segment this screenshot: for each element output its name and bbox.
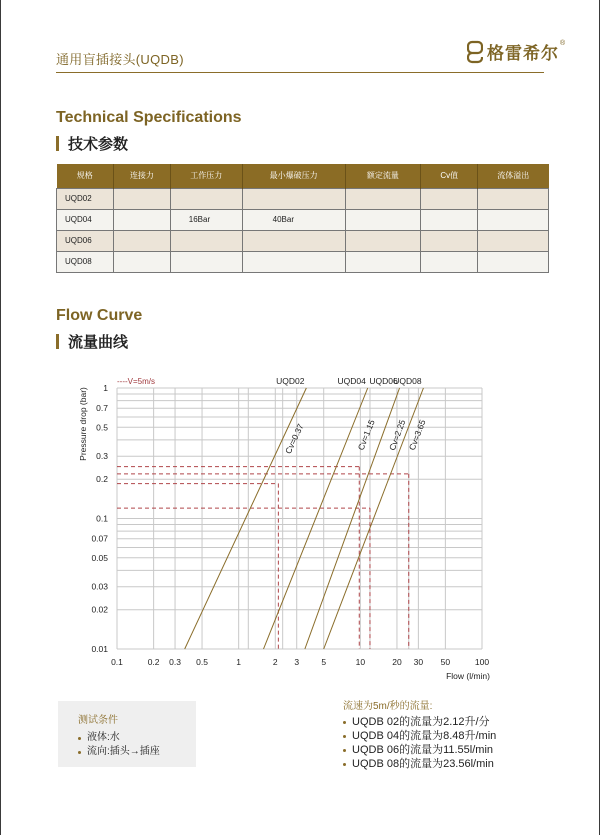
x-tick-label: 1: [236, 657, 242, 667]
y-tick-label: 0.3: [96, 451, 108, 462]
logo-chain-icon: [467, 40, 483, 64]
col-header: Cv值: [421, 164, 478, 188]
table-row: [57, 251, 549, 272]
y-tick-label: 0.5: [96, 422, 108, 433]
cell: [421, 209, 478, 230]
x-tick-label: 10: [355, 657, 366, 667]
registered-mark: ®: [560, 40, 566, 47]
series-label: UQD02: [276, 376, 305, 386]
flow-rate-text: UQDB 02的流量为2.12升/分: [352, 716, 490, 728]
cell: [345, 251, 421, 272]
flow-rate-text: UQDB 04的流量为8.48升/min: [352, 730, 497, 742]
cell-burst-pressure: 40Bar: [242, 209, 345, 230]
flow-rate-notes: [343, 697, 496, 771]
cell: [242, 251, 345, 272]
cell: [478, 230, 549, 251]
y-tick-label: 1: [103, 383, 108, 393]
y-tick-label: 0.7: [96, 403, 108, 414]
bullet-icon: [343, 721, 346, 724]
cv-label: Cv=0.37: [283, 422, 306, 456]
x-tick-label: 100: [474, 657, 490, 667]
col-header: 工作压力: [170, 164, 242, 188]
cell-model: UQD04: [57, 209, 114, 230]
x-axis-label: Flow (l/min): [446, 671, 490, 681]
logo-text: 格雷希尔: [487, 44, 559, 63]
x-tick-label: 3: [294, 657, 300, 667]
specs-title-en: Technical Specifications: [56, 109, 242, 126]
specs-title-cn: [56, 133, 128, 154]
cell: [170, 230, 242, 251]
list-item: [343, 729, 496, 743]
cell: [345, 230, 421, 251]
y-tick-label: 0.1: [96, 513, 108, 524]
flow-rate-text: UQDB 08的流量为23.56l/min: [352, 758, 494, 770]
velocity-legend: ----V=5m/s: [117, 377, 155, 386]
y-tick-label: 0.07: [91, 533, 108, 544]
cv-label: Cv=2.25: [387, 418, 408, 452]
condition-text: 流向:插头→插座: [87, 746, 160, 757]
test-conditions-title: 测试条件: [78, 715, 118, 726]
y-tick-label: 0.02: [91, 604, 108, 615]
list-item: [343, 715, 496, 729]
bullet-icon: [343, 763, 346, 766]
bullet-icon: [343, 749, 346, 752]
flow-rate-text: UQDB 06的流量为11.55l/min: [352, 744, 494, 756]
list-item: [78, 731, 196, 745]
x-tick-label: 0.1: [111, 657, 123, 667]
bullet-icon: [78, 751, 81, 754]
cell: [421, 188, 478, 209]
table-row: [57, 209, 549, 230]
cell: [478, 188, 549, 209]
bullet-icon: [343, 735, 346, 738]
cv-label: Cv=1.15: [355, 418, 377, 452]
y-tick-label: 0.03: [91, 581, 108, 592]
x-tick-label: 0.2: [147, 657, 160, 667]
x-tick-label: 0.5: [196, 657, 208, 667]
spec-table-header: [57, 164, 549, 188]
section-marker: [56, 136, 59, 151]
series-label: UQD06: [369, 376, 398, 386]
col-header: 流体溢出: [478, 164, 549, 188]
section-marker: [56, 334, 59, 349]
header-divider: [56, 72, 544, 73]
col-header: 规格: [57, 164, 114, 188]
col-header: 连接力: [113, 164, 170, 188]
cell-model: UQD02: [57, 188, 114, 209]
specs-title-cn-text: 技术参数: [68, 136, 129, 153]
cell: [478, 251, 549, 272]
table-row: [57, 230, 549, 251]
x-tick-label: 30: [413, 657, 424, 667]
cell: [170, 251, 242, 272]
spec-table: [56, 164, 549, 273]
cell: [421, 251, 478, 272]
cell-model: UQD06: [57, 230, 114, 251]
cell-model: UQD08: [57, 251, 114, 272]
cell: [170, 188, 242, 209]
cell: [345, 188, 421, 209]
x-tick-label: 2: [272, 657, 278, 667]
flow-title-en: Flow Curve: [56, 307, 143, 324]
list-item: [343, 743, 496, 757]
x-tick-label: 20: [392, 657, 402, 667]
cell: [478, 209, 549, 230]
col-header: 额定流量: [345, 164, 421, 188]
x-tick-label: 0.3: [169, 657, 181, 667]
bullet-icon: [78, 737, 81, 740]
flow-curve-chart: [0, 365, 600, 695]
document-title: 通用盲插接头(UQDB): [56, 52, 184, 67]
test-conditions-box: [58, 701, 196, 767]
cell: [242, 230, 345, 251]
table-row: [57, 188, 549, 209]
series-label: UQD08: [393, 376, 422, 386]
cv-label: Cv=3.65: [406, 418, 428, 452]
flow-rate-title: 流速为5m/秒的流量:: [343, 701, 433, 712]
list-item: [78, 745, 196, 759]
flow-title-cn: [56, 331, 128, 352]
col-header: 最小爆破压力: [242, 164, 345, 188]
flow-title-cn-text: 流量曲线: [68, 334, 129, 351]
list-item: [343, 757, 496, 771]
series-label: UQD04: [337, 376, 366, 386]
cell: [242, 188, 345, 209]
y-axis-label: Pressure drop (bar): [78, 387, 88, 461]
cell: [113, 209, 170, 230]
x-tick-label: 5: [321, 657, 327, 667]
x-tick-label: 50: [440, 657, 451, 667]
condition-text: 液体:水: [87, 732, 120, 743]
cell: [113, 188, 170, 209]
cell: [113, 251, 170, 272]
y-tick-label: 0.05: [91, 552, 108, 563]
cell: [113, 230, 170, 251]
cell: [421, 230, 478, 251]
y-tick-label: 0.2: [96, 474, 108, 485]
chart-labels: [78, 376, 490, 681]
brand-logo: [467, 39, 565, 64]
cell-working-pressure: 16Bar: [170, 209, 242, 230]
cell: [345, 209, 421, 230]
y-tick-label: 0.01: [91, 644, 108, 654]
